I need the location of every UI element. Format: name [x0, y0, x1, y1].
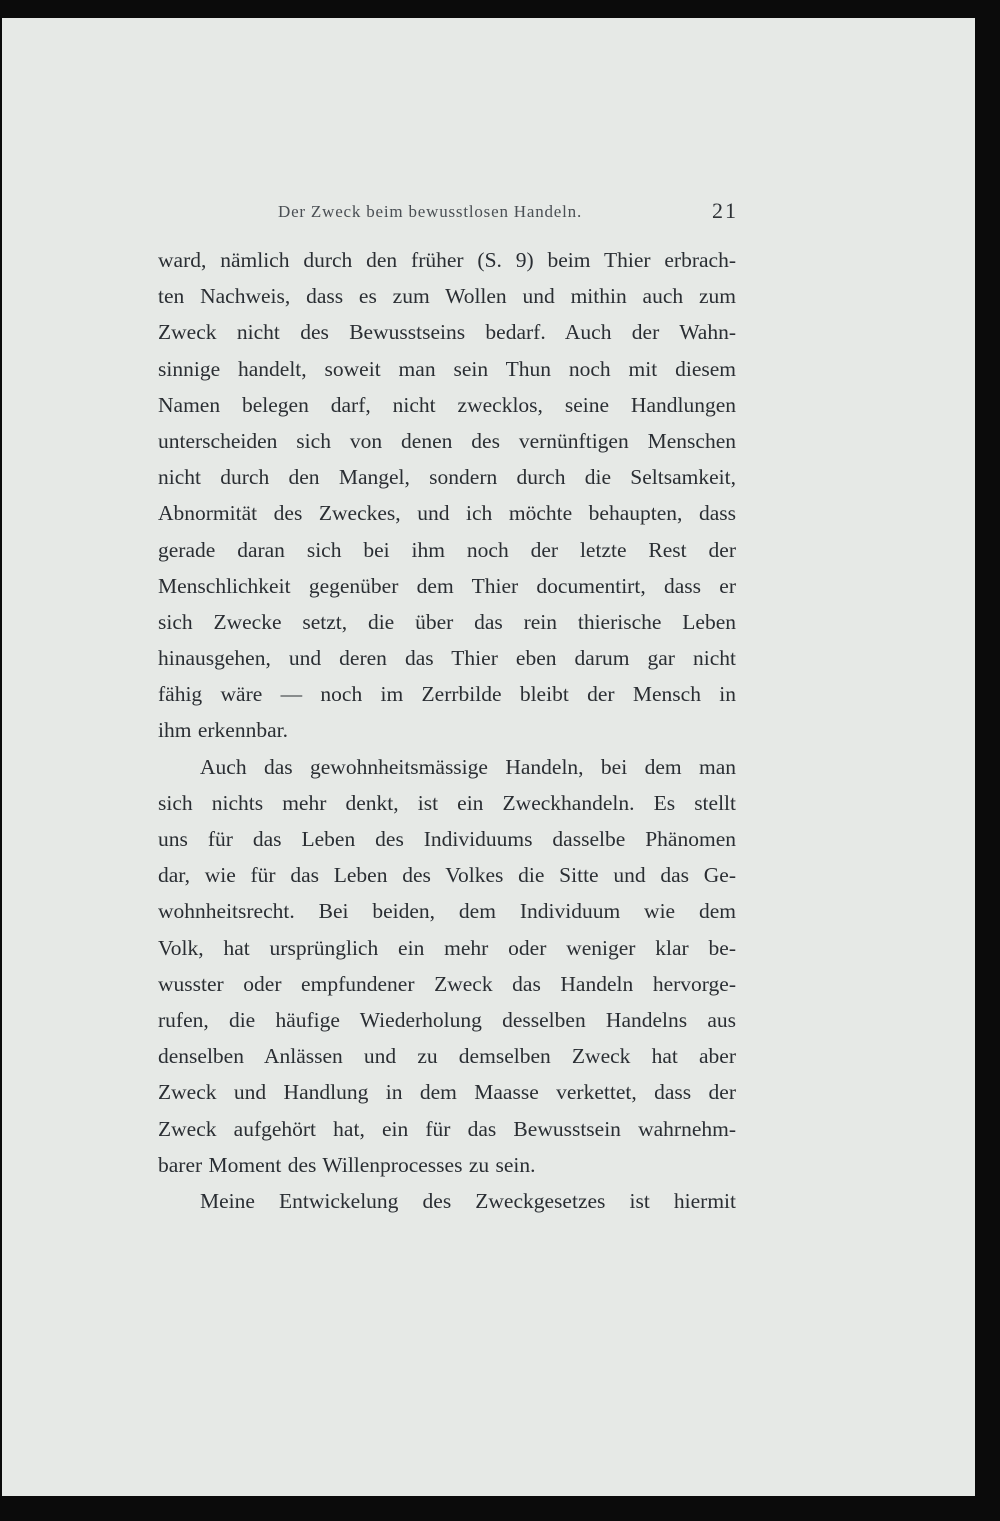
page-number: 21 [712, 198, 738, 223]
text-line: dar, wie für das Leben des Volkes die Sitte und das Ge- [158, 863, 736, 888]
text-line: Zweck nicht des Bewusstseins bedarf. Auch der Wahn- [158, 320, 736, 345]
text-line: ward, nämlich durch den früher (S. 9) beim Thier erbrach- [158, 248, 736, 272]
text-line: sinnige handelt, soweit man sein Thun noch mit diesem [158, 356, 736, 381]
text-line: Zweck aufgehört hat, ein für das Bewusstsein wahrnehm- [158, 1116, 736, 1141]
text-line: Menschlichkeit gegenüber dem Thier documentirt, dass er [158, 573, 736, 598]
text-line: Auch das gewohnheitsmässige Handeln, bei dem man [200, 754, 736, 779]
text-line: wohnheitsrecht. Bei beiden, dem Individuum wie dem [158, 899, 736, 924]
text-line: wusster oder empfundener Zweck das Handeln hervorge- [158, 971, 736, 996]
text-line: fähig wäre — noch im Zerrbilde bleibt der Mensch in [158, 682, 736, 707]
text-line: Abnormität des Zweckes, und ich möchte behaupten, dass [158, 501, 736, 526]
body-text [158, 242, 736, 1219]
running-head: Der Zweck beim bewusstlosen Handeln. [278, 202, 583, 221]
text-line: uns für das Leben des Individuums dasselbe Phänomen [158, 827, 736, 851]
page-header [160, 198, 740, 238]
text-line: ten Nachweis, dass es zum Wollen und mithin auch zum [158, 284, 736, 309]
text-line: gerade daran sich bei ihm noch der letzte Rest der [158, 537, 736, 562]
text-line: denselben Anlässen und zu demselben Zweck hat aber [158, 1044, 736, 1069]
text-line: unterscheiden sich von denen des vernünftigen Menschen [158, 428, 736, 453]
text-line: barer Moment des Willenprocesses zu sein. [158, 1152, 536, 1177]
text-line: ihm erkennbar. [158, 718, 288, 743]
text-line: Zweck und Handlung in dem Maasse verkettet, dass der [158, 1080, 736, 1105]
text-line: sich nichts mehr denkt, ist ein Zweckhandeln. Es stellt [158, 790, 736, 815]
text-line: Namen belegen darf, nicht zwecklos, seine Handlungen [158, 392, 736, 417]
text-line: Volk, hat ursprünglich ein mehr oder weniger klar be- [158, 935, 736, 960]
text-line: hinausgehen, und deren das Thier eben darum gar nicht [158, 646, 736, 671]
text-line: sich Zwecke setzt, die über das rein thierische Leben [158, 609, 736, 634]
text-line: nicht durch den Mangel, sondern durch die Seltsamkeit, [158, 465, 736, 490]
text-line: rufen, die häufige Wiederholung desselben Handelns aus [158, 1007, 736, 1032]
text-line: Meine Entwickelung des Zweckgesetzes ist hiermit [200, 1188, 736, 1213]
